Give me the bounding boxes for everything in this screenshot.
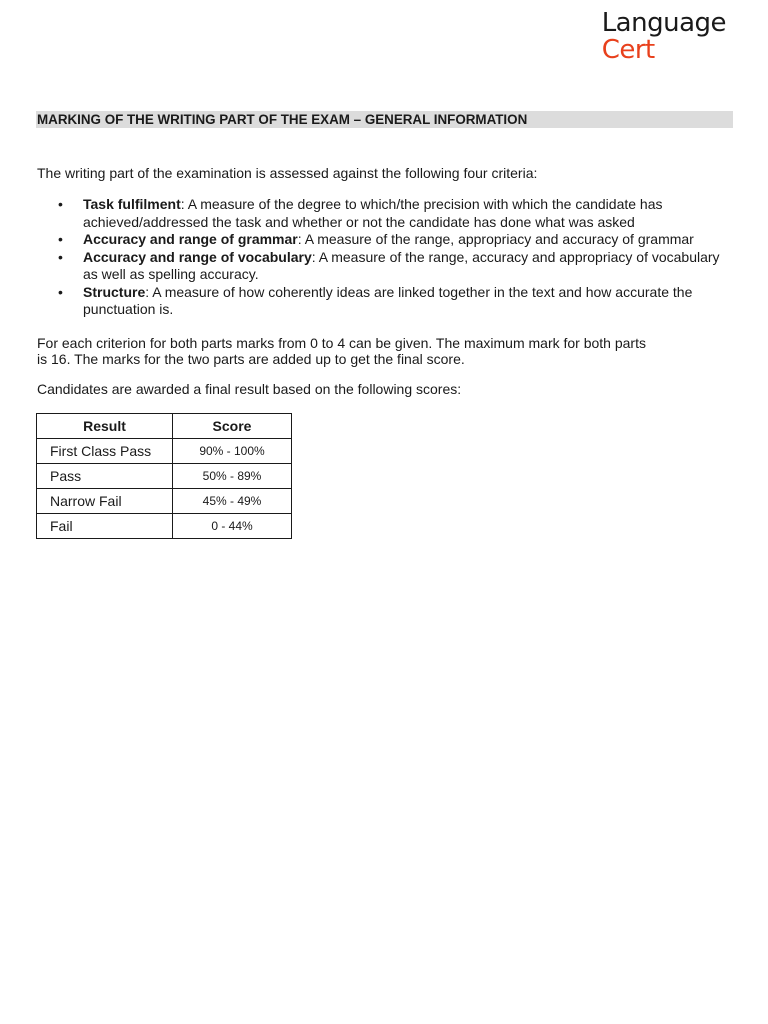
languagecert-logo bbox=[602, 10, 726, 64]
criteria-item bbox=[37, 249, 737, 284]
criteria-item bbox=[37, 284, 737, 319]
table-row bbox=[37, 514, 292, 539]
result-cell: Pass bbox=[37, 464, 173, 489]
awarded-paragraph: Candidates are awarded a final result based on the following scores: bbox=[37, 381, 462, 397]
criteria-item bbox=[37, 231, 737, 249]
score-cell: 0 - 44% bbox=[173, 514, 292, 539]
table-row bbox=[37, 464, 292, 489]
marks-paragraph-line-2: is 16. The marks for the two parts are added up to get the final score. bbox=[37, 351, 465, 367]
score-cell: 45% - 49% bbox=[173, 489, 292, 514]
result-cell: First Class Pass bbox=[37, 439, 173, 464]
criteria-term: Structure bbox=[83, 283, 146, 300]
logo-word-language: Language bbox=[601, 8, 726, 38]
result-cell: Fail bbox=[37, 514, 173, 539]
criteria-text: : A measure of how coherently ideas are linked together in the text and how accurate the punctuation is. bbox=[83, 283, 693, 317]
score-cell: 50% - 89% bbox=[173, 464, 292, 489]
score-cell: 90% - 100% bbox=[173, 439, 292, 464]
criteria-list bbox=[37, 196, 737, 319]
criteria-text: : A measure of the range, appropriacy and accuracy of grammar bbox=[297, 231, 694, 247]
table-row bbox=[37, 439, 292, 464]
table-row bbox=[37, 489, 292, 514]
criteria-term: Task fulfilment bbox=[83, 196, 181, 212]
marks-paragraph-line-1: For each criterion for both parts marks from 0 to 4 can be given. The maximum mark for both parts bbox=[37, 335, 646, 351]
table-header-row bbox=[37, 414, 292, 439]
criteria-text: : A measure of the degree to which/the precision with which the candidate has achieved/addressed the task and whether or not the candidate has done what was asked bbox=[83, 196, 663, 230]
intro-paragraph: The writing part of the examination is assessed against the following four criteria: bbox=[37, 165, 538, 181]
section-heading: MARKING OF THE WRITING PART OF THE EXAM – GENERAL INFORMATION bbox=[37, 112, 528, 127]
logo-word-cert: Cert bbox=[601, 35, 655, 65]
criteria-text: : A measure of the range, accuracy and appropriacy of vocabulary as well as spelling accuracy. bbox=[83, 248, 720, 282]
criteria-item bbox=[37, 196, 737, 231]
criteria-term: Accuracy and range of vocabulary bbox=[83, 248, 312, 265]
column-header-result: Result bbox=[37, 414, 173, 439]
results-table bbox=[36, 413, 292, 539]
criteria-term: Accuracy and range of grammar bbox=[83, 231, 298, 247]
result-cell: Narrow Fail bbox=[37, 489, 173, 514]
column-header-score: Score bbox=[173, 414, 292, 439]
